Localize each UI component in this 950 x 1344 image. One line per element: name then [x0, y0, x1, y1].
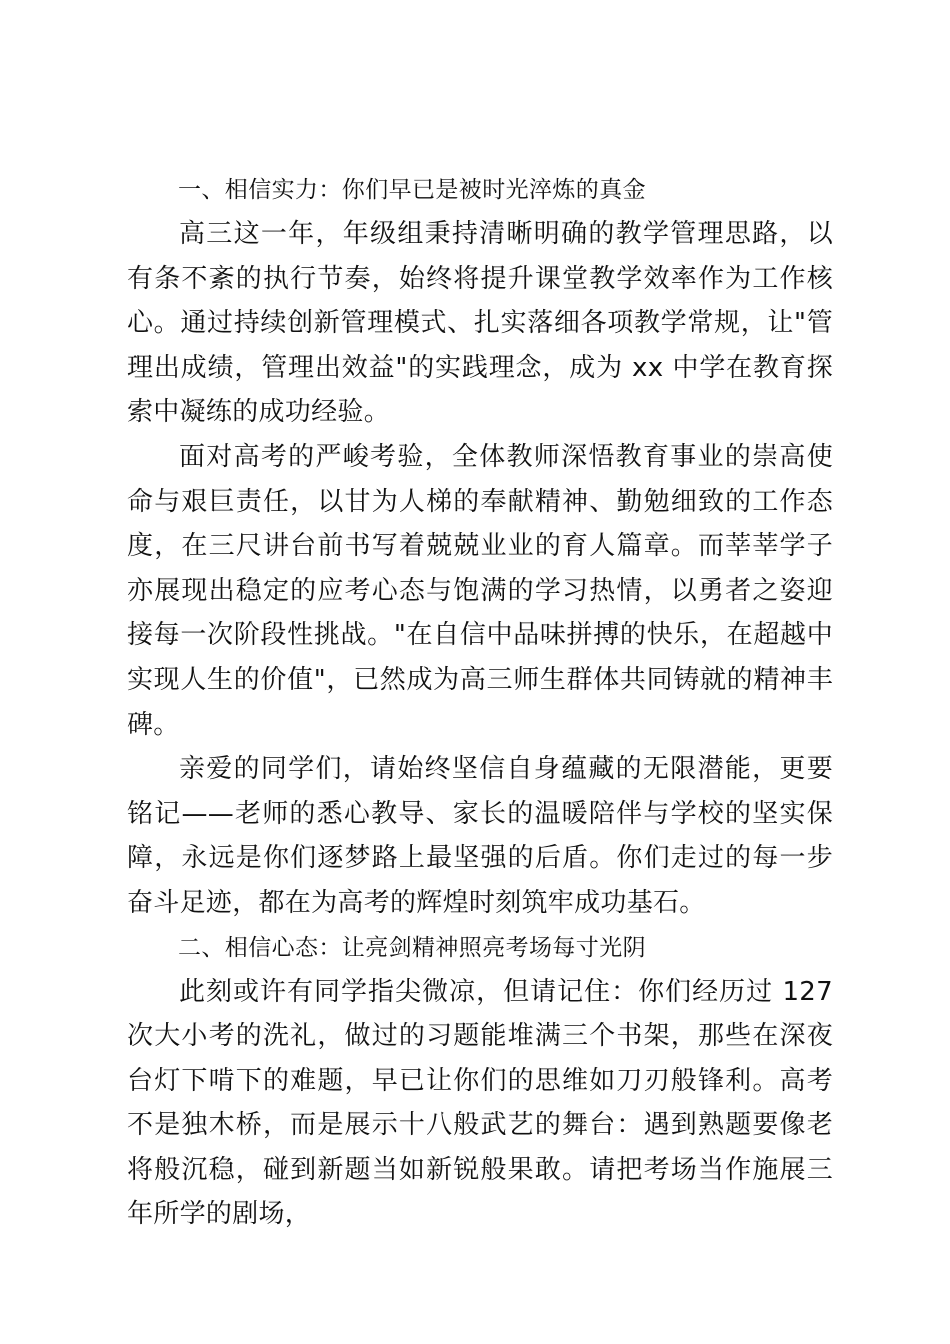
paragraph-3: 亲爱的同学们，请始终坚信自身蕴藏的无限潜能，更要铭记——老师的悉心教导、家长的温暖陪伴与学校的坚实保障，永远是你们逐梦路上最坚强的后盾。你们走过的每一步奋斗足迹，都在为高考的辉煌时刻筑牢成功基石。	[127, 754, 833, 918]
document-body	[127, 168, 833, 1237]
paragraph-1: 高三这一年，年级组秉持清晰明确的教学管理思路，以有条不紊的执行节奏，始终将提升课堂教学效率作为工作核心。通过持续创新管理模式、扎实落细各项教学常规，让"管理出成绩，管理出效益"的实践理念，成为 xx 中学在教育探索中凝练的成功经验。	[127, 219, 833, 428]
paragraph-4: 此刻或许有同学指尖微凉，但请记住：你们经历过 127 次大小考的洗礼，做过的习题能堆满三个书架，那些在深夜台灯下啃下的难题，早已让你们的思维如刀刃般锋利。高考不是独木桥，而是展示十八般武艺的舞台：遇到熟题要像老将般沉稳，碰到新题当如新锐般果敢。请把考场当作施展三年所学的剧场，	[127, 976, 833, 1230]
section-heading-2: 二、相信心态：让亮剑精神照亮考场每寸光阴	[178, 934, 646, 961]
section-heading-1: 一、相信实力：你们早已是被时光淬炼的真金	[178, 177, 646, 203]
paragraph-2: 面对高考的严峻考验，全体教师深悟教育事业的崇高使命与艰巨责任，以甘为人梯的奉献精神、勤勉细致的工作态度，在三尺讲台前书写着兢兢业业的育人篇章。而莘莘学子亦展现出稳定的应考心态与饱满的学习热情，以勇者之姿迎接每一次阶段性挑战。"在自信中品味拼搏的快乐，在超越中实现人生的价值"，已然成为高三师生群体共同铸就的精神丰碑。	[127, 441, 833, 740]
